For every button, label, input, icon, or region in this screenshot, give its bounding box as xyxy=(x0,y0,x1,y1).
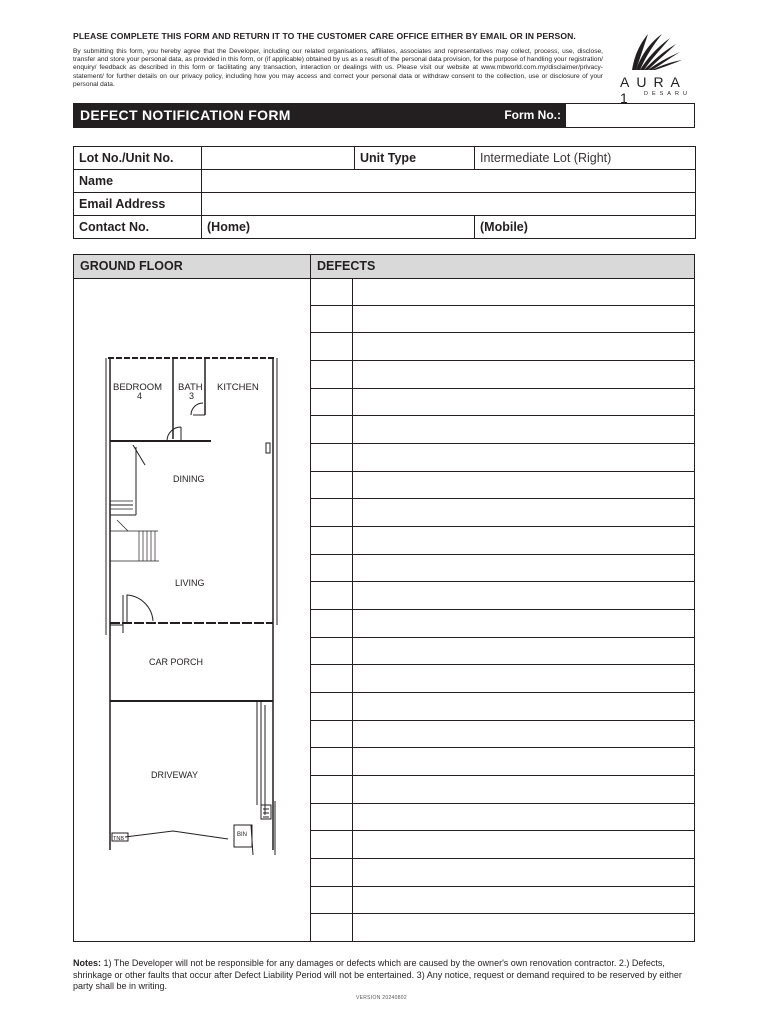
ground-floor-heading: GROUND FLOOR xyxy=(73,254,311,279)
defect-number-cell[interactable] xyxy=(311,721,353,748)
defect-number-cell[interactable] xyxy=(311,887,353,914)
defect-row[interactable] xyxy=(311,582,694,610)
contact-label: Contact No. xyxy=(74,216,202,239)
form-number-label: Form No.: xyxy=(504,108,561,122)
form-title-bar xyxy=(73,103,695,128)
defect-row[interactable] xyxy=(311,776,694,804)
lot-number-label: Lot No./Unit No. xyxy=(74,147,202,170)
room-number-bath: 3 xyxy=(189,391,195,401)
defect-row[interactable] xyxy=(311,472,694,500)
defect-row[interactable] xyxy=(311,665,694,693)
defect-row[interactable] xyxy=(311,306,694,334)
room-label-driveway: DRIVEWAY xyxy=(151,770,199,780)
room-label-bedroom: BEDROOM xyxy=(113,382,163,393)
room-label-car-porch: CAR PORCH xyxy=(149,657,204,667)
logo-subtitle: DESARU xyxy=(644,91,691,97)
room-label-dining: DINING xyxy=(173,474,205,484)
floor-plan-drawing xyxy=(103,355,283,860)
defect-row[interactable] xyxy=(311,389,694,417)
defect-number-cell[interactable] xyxy=(311,499,353,526)
defect-row[interactable] xyxy=(311,499,694,527)
defect-row[interactable] xyxy=(311,831,694,859)
defect-number-cell[interactable] xyxy=(311,361,353,388)
lot-number-field[interactable] xyxy=(202,147,355,170)
defect-number-cell[interactable] xyxy=(311,416,353,443)
defect-row[interactable] xyxy=(311,555,694,583)
unit-type-value: Intermediate Lot (Right) xyxy=(475,147,696,170)
email-label: Email Address xyxy=(74,193,202,216)
defect-row[interactable] xyxy=(311,333,694,361)
defect-number-cell[interactable] xyxy=(311,804,353,831)
defect-number-cell[interactable] xyxy=(311,776,353,803)
home-phone-field[interactable] xyxy=(202,216,475,239)
room-number-bedroom: 4 xyxy=(137,391,143,401)
room-label-bath: BATH xyxy=(178,382,203,393)
palm-leaf-icon xyxy=(618,30,710,72)
room-label-living: LIVING xyxy=(175,578,205,588)
mobile-phone-field[interactable] xyxy=(475,216,696,239)
defects-heading: DEFECTS xyxy=(310,254,695,279)
defect-number-cell[interactable] xyxy=(311,638,353,665)
notes-section xyxy=(73,958,695,993)
defect-number-cell[interactable] xyxy=(311,859,353,886)
defect-row[interactable] xyxy=(311,859,694,887)
notes-label: Notes: xyxy=(73,958,102,968)
aura-logo xyxy=(618,30,710,106)
room-label-bin: BIN xyxy=(237,832,248,838)
customer-info-table xyxy=(73,146,696,239)
defect-row[interactable] xyxy=(311,416,694,444)
defect-row[interactable] xyxy=(311,527,694,555)
defect-number-cell[interactable] xyxy=(311,610,353,637)
defect-row[interactable] xyxy=(311,610,694,638)
home-phone-label: (Home) xyxy=(207,220,251,234)
unit-type-label: Unit Type xyxy=(355,147,475,170)
defect-row[interactable] xyxy=(311,804,694,832)
defect-number-cell[interactable] xyxy=(311,527,353,554)
name-label: Name xyxy=(74,170,202,193)
defect-number-cell[interactable] xyxy=(311,748,353,775)
defect-number-cell[interactable] xyxy=(311,555,353,582)
logo-wordmark: AURA 1 xyxy=(620,74,687,106)
defect-row[interactable] xyxy=(311,361,694,389)
defect-number-cell[interactable] xyxy=(311,306,353,333)
defect-number-cell[interactable] xyxy=(311,444,353,471)
form-title: DEFECT NOTIFICATION FORM xyxy=(74,104,566,127)
form-instruction: PLEASE COMPLETE THIS FORM AND RETURN IT TO THE CUSTOMER CARE OFFICE EITHER BY EMAIL OR IN PERSON. xyxy=(73,31,576,41)
mobile-phone-label: (Mobile) xyxy=(480,220,528,234)
defect-row[interactable] xyxy=(311,887,694,915)
defects-list xyxy=(310,278,695,942)
defect-number-cell[interactable] xyxy=(311,665,353,692)
defect-number-cell[interactable] xyxy=(311,582,353,609)
defect-row[interactable] xyxy=(311,638,694,666)
version-label: VERSION 20240802 xyxy=(356,995,407,1001)
defect-row[interactable] xyxy=(311,914,694,942)
defect-row[interactable] xyxy=(311,693,694,721)
defect-row[interactable] xyxy=(311,748,694,776)
room-label-tnb: TNB xyxy=(113,836,124,842)
defect-number-cell[interactable] xyxy=(311,914,353,942)
privacy-consent-text: By submitting this form, you hereby agree that the Developer, including our related organisations, affiliates, associates and representatives may collect, process, use, disclose, transfer and store your personal data, as provided in this form, or (if applicable) obtained by us as a result of the personal data provision, for the purpose of handling your registration/ enquiry/ feedback as described in this form or facilitating any transaction, interaction or dealings with us. Please visit our website at www.mbworld.com.my/disclaimer/privacy-statement/ for further details on our privacy policy, including how you may access and correct your personal data or withdraw consent to the collection, use or disclosure of your personal data. xyxy=(73,48,603,88)
notes-text: 1) The Developer will not be responsible for any damages or defects which are caused by the owner's own renovation contractor. 2.) Defects, shrinkage or other faults that occur after Defect Liability Period will not be entertained. 3) Any notice, request or demand required to be reserved by either party shall be in writing. xyxy=(73,958,682,991)
form-number-field[interactable] xyxy=(566,104,694,127)
defect-number-cell[interactable] xyxy=(311,693,353,720)
defect-row[interactable] xyxy=(311,444,694,472)
defect-number-cell[interactable] xyxy=(311,472,353,499)
email-field[interactable] xyxy=(202,193,696,216)
defect-number-cell[interactable] xyxy=(311,831,353,858)
defect-row[interactable] xyxy=(311,278,694,306)
defect-number-cell[interactable] xyxy=(311,278,353,305)
defect-number-cell[interactable] xyxy=(311,333,353,360)
defect-number-cell[interactable] xyxy=(311,389,353,416)
room-label-kitchen: KITCHEN xyxy=(217,382,259,393)
name-field[interactable] xyxy=(202,170,696,193)
defect-row[interactable] xyxy=(311,721,694,749)
